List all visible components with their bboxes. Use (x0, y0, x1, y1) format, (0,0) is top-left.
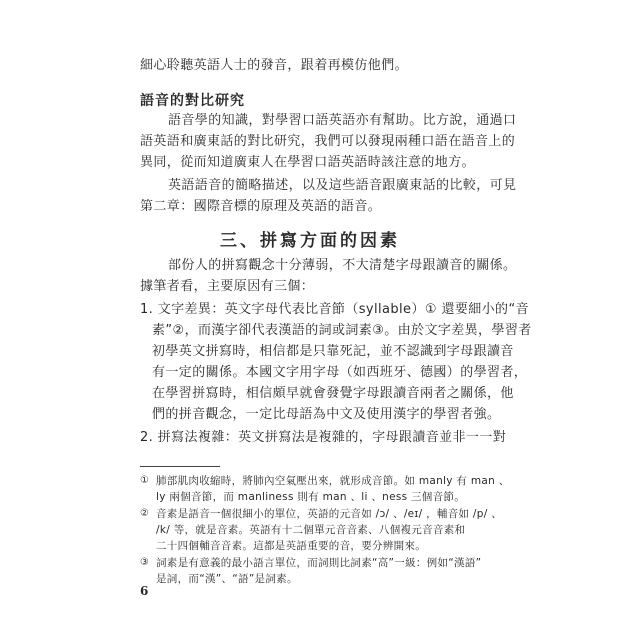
footnote-line: /k/ 等，就是音素。英語有十二個單元音音素、八個複元音音素和 (156, 524, 466, 536)
paragraph-line: 第二章：國際音標的原理及英語的語音。 (140, 199, 382, 214)
list-item-line: 2. 拼寫法複雜：英文拼寫法是複雜的，字母跟讀音並非一一對 (140, 430, 507, 445)
footnote-line: ly 兩個音節，而 manliness 則有 man 、li 、ness 三個音節。 (156, 491, 466, 503)
footnote-line: 是詞，而“漢”、“語”是詞素。 (156, 573, 298, 585)
paragraph-line: 部份人的拼寫觀念十分薄弱，不大清楚字母跟讀音的關係。 (168, 258, 517, 273)
footnote-marker: ③ (140, 557, 150, 568)
paragraph-line: 英語語音的簡略描述，以及這些語音跟廣東話的比較，可見 (168, 178, 517, 193)
section-title: 三、拼寫方面的因素 (220, 231, 400, 251)
list-item-line: 1. 文字差異：英文字母代表比音節（syllable）① 還要細小的“音 (140, 302, 529, 317)
paragraph-line: 語英語和廣東話的對比研究，我們可以發現兩種口語在語音上的 (140, 134, 516, 149)
list-item-line: 們的拼音觀念，一定比母語為中文及使用漢字的學習者強。 (152, 407, 501, 422)
footnote-marker: ② (140, 508, 150, 519)
list-item-line: 初學英文拼寫時，相信都是只靠死記，並不認識到字母跟讀音 (152, 344, 514, 359)
list-item-line: 在學習拼寫時，相信頗早就會發覺字母跟讀音兩者之關係，他 (152, 386, 514, 401)
subheading: 語音的對比研究 (140, 93, 245, 109)
footnote-line: 肺部肌肉收縮時，將肺內空氣壓出來，就形成音節。如 manly 有 man 、 (156, 475, 510, 487)
footnote-line: 二十四個輔音音素。這都是英語重要的音，要分辨開來。 (156, 540, 426, 552)
list-item-line: 有一定的關係。本國文字用字母（如西班牙、德國）的學習者， (152, 365, 528, 380)
footnote-line: 詞素是有意義的最小語言單位，而詞則比詞素“高”一級：例如“漢語” (156, 557, 482, 569)
footnote-divider (140, 466, 220, 467)
paragraph-line: 據筆者看，主要原因有三個： (140, 279, 315, 294)
footnote-marker: ① (140, 475, 150, 486)
intro-line: 細心聆聽英語人士的發音，跟着再模仿他們。 (140, 58, 409, 73)
page-number: 6 (140, 584, 149, 598)
paragraph-line: 異同，從而知道廣東人在學習口語英語時該注意的地方。 (140, 155, 476, 170)
footnote-line: 音素是語音一個很細小的單位，英語的元音如 /ɔ/ 、/eɪ/ ，輔音如 /p/ 、 (156, 508, 503, 520)
paragraph-line: 語音學的知識，對學習口語英語亦有幫助。比方說，通過口 (168, 113, 517, 128)
list-item-line: 素”②，而漢字卻代表漢語的詞或詞素③。由於文字差異，學習者 (152, 323, 532, 338)
